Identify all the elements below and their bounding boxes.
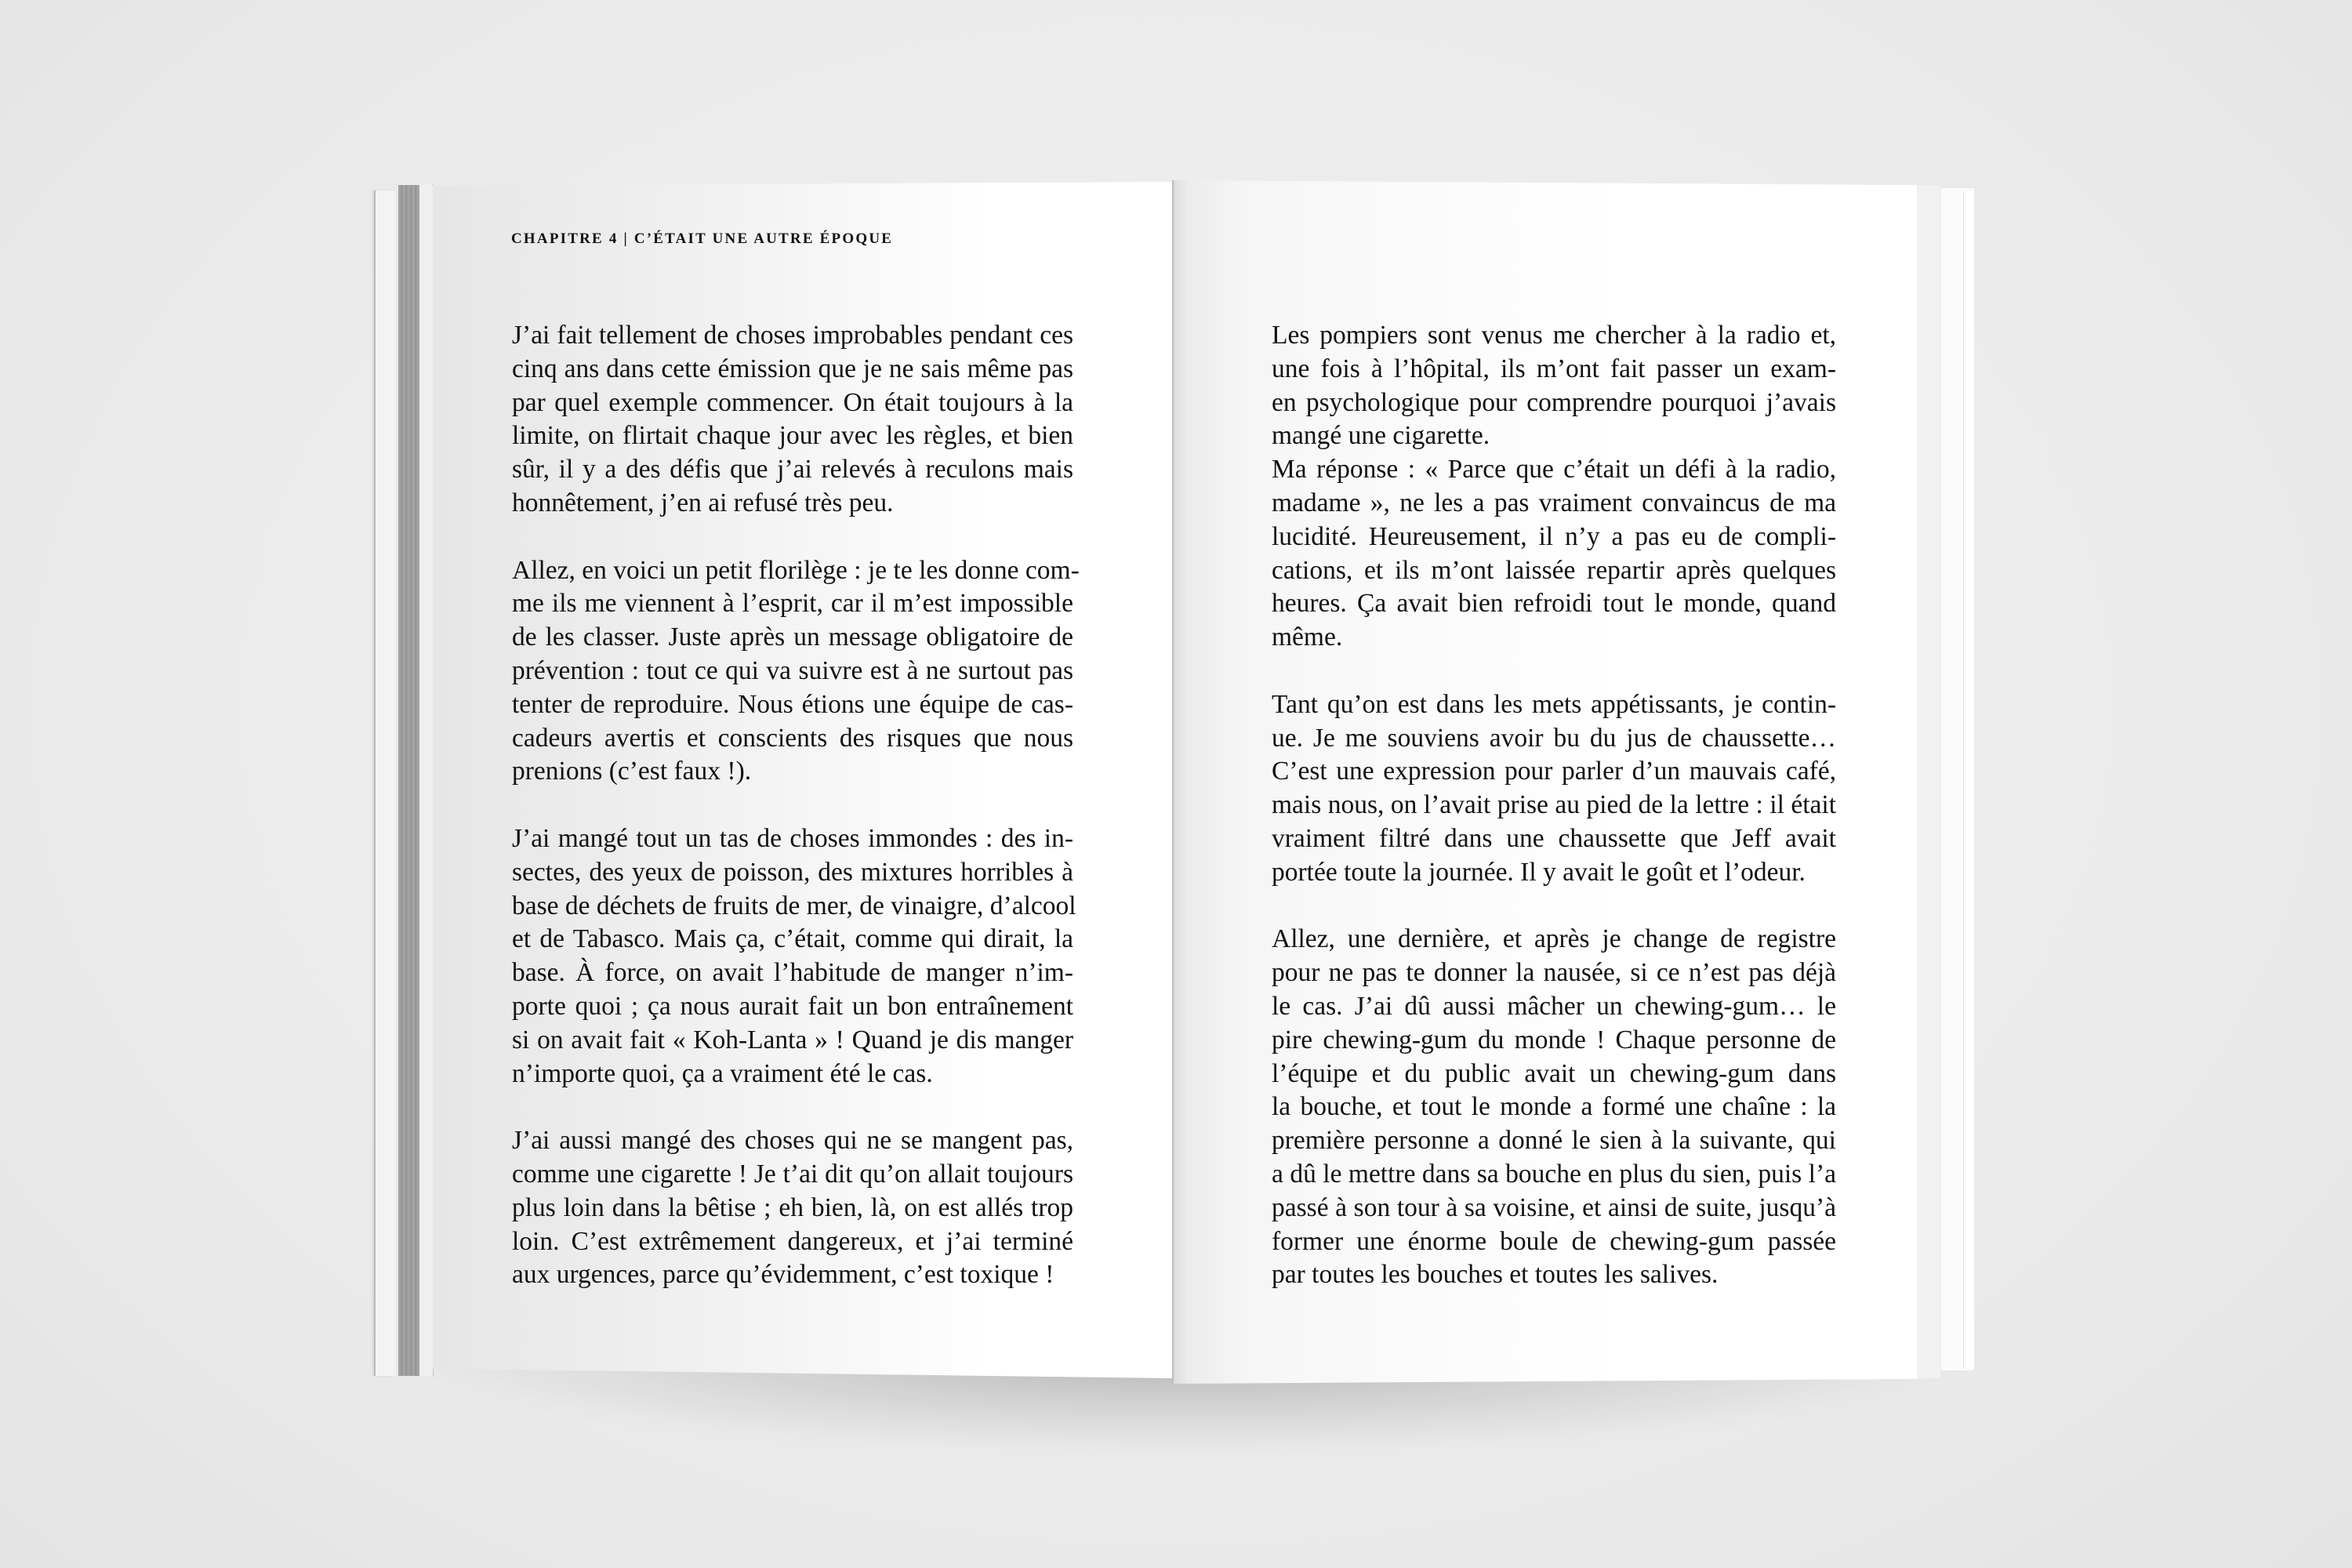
text-line: mais nous, on l’avait prise au pied de la lettre : il était bbox=[1272, 790, 1836, 820]
text-line: une fois à l’hôpital, ils m’ont fait passer un exam- bbox=[1272, 354, 1836, 383]
running-head: CHAPITRE 4 | C’ÉTAIT UNE AUTRE ÉPOQUE bbox=[511, 230, 894, 247]
right-page-text bbox=[1272, 319, 1836, 1292]
text-line: même. bbox=[1272, 622, 1343, 652]
text-line: mangé une cigarette. bbox=[1272, 421, 1490, 451]
text-line: pire chewing-gum du monde ! Chaque personne de bbox=[1272, 1025, 1836, 1054]
text-line: cadeurs avertis et conscients des risques que nous bbox=[512, 723, 1073, 753]
text-line: former une énorme boule de chewing-gum passée bbox=[1272, 1226, 1836, 1256]
text-line: prévention : tout ce qui va suivre est à ne surtout pas bbox=[512, 655, 1073, 685]
text-line: et de Tabasco. Mais ça, c’était, comme qui dirait, la bbox=[512, 924, 1073, 954]
paragraph bbox=[512, 822, 1076, 1091]
text-line: vraiment filtré dans une chaussette que Jeff avait bbox=[1272, 823, 1836, 853]
left-page-edge bbox=[419, 183, 434, 1377]
paragraph bbox=[1272, 453, 1836, 655]
text-line: de les classer. Juste après un message obligatoire de bbox=[512, 622, 1073, 652]
text-line: limite, on flirtait chaque jour avec les règles, et bien bbox=[512, 421, 1073, 451]
text-line: prenions (c’est faux !). bbox=[512, 757, 752, 786]
right-cover-outer-edge bbox=[1963, 191, 1974, 1369]
text-line: J’ai fait tellement de choses improbables pendant ces bbox=[512, 321, 1073, 350]
text-line: portée toute la journée. Il y avait le goût et l’odeur. bbox=[1272, 857, 1806, 887]
text-line: tenter de reproduire. Nous étions une équipe de cas- bbox=[512, 689, 1073, 719]
text-line: pour ne pas te donner la nausée, si ce n’est pas déjà bbox=[1272, 958, 1836, 988]
text-line: base. À force, on avait l’habitude de manger n’im- bbox=[512, 958, 1073, 988]
text-line: base de déchets de fruits de mer, de vinaigre, d’alcool bbox=[512, 891, 1076, 920]
text-line: Ma réponse : « Parce que c’était un défi à la radio, bbox=[1272, 455, 1836, 485]
paragraph bbox=[1272, 688, 1836, 890]
text-line: me ils me viennent à l’esprit, car il m’est impossible bbox=[512, 589, 1073, 619]
text-line: en psychologique pour comprendre pourquoi j’avais bbox=[1272, 387, 1836, 417]
text-line: plus loin dans la bêtise ; eh bien, là, on est allés trop bbox=[512, 1192, 1073, 1222]
paragraph bbox=[512, 1124, 1073, 1292]
text-line: passé à son tour à sa voisine, et ainsi de suite, jusqu’à bbox=[1272, 1192, 1836, 1222]
text-line: par quel exemple commencer. On était toujours à la bbox=[512, 387, 1073, 417]
text-line: cations, et ils m’ont laissée repartir après quelques bbox=[1272, 555, 1836, 585]
paragraph bbox=[1272, 319, 1836, 453]
text-line: sectes, des yeux de poisson, des mixtures horribles à bbox=[512, 857, 1073, 887]
left-cover-edge bbox=[374, 191, 396, 1376]
text-line: par toutes les bouches et toutes les salives. bbox=[1272, 1260, 1719, 1290]
text-line: sûr, il y a des défis que j’ai relevés à reculons mais bbox=[512, 455, 1073, 485]
text-line: porte quoi ; ça nous aurait fait un bon entraînement bbox=[512, 991, 1073, 1021]
left-page-stack-edge bbox=[396, 185, 421, 1376]
text-line: Les pompiers sont venus me chercher à la radio et, bbox=[1272, 321, 1836, 350]
text-line: J’ai aussi mangé des choses qui ne se mangent pas, bbox=[512, 1126, 1073, 1156]
right-page-stack-edge bbox=[1915, 185, 1940, 1378]
paragraph bbox=[512, 554, 1080, 789]
text-line: la bouche, et tout le monde a formé une chaîne : la bbox=[1272, 1092, 1836, 1122]
text-line: a dû le mettre dans sa bouche en plus du sien, puis l’a bbox=[1272, 1159, 1836, 1189]
text-line: le cas. J’ai dû aussi mâcher un chewing-gum… le bbox=[1272, 991, 1836, 1021]
text-line: ue. Je me souviens avoir bu du jus de chaussette… bbox=[1272, 723, 1836, 753]
text-line: Tant qu’on est dans les mets appétissants, je contin- bbox=[1272, 689, 1836, 719]
text-line: première personne a donné le sien à la suivante, qui bbox=[1272, 1126, 1836, 1156]
paragraph bbox=[1272, 923, 1836, 1292]
left-page-text bbox=[512, 319, 1080, 1292]
text-line: cinq ans dans cette émission que je ne sais même pas bbox=[512, 354, 1073, 383]
text-line: aux urgences, parce qu’évidemment, c’est toxique ! bbox=[512, 1260, 1054, 1290]
text-line: Allez, une dernière, et après je change de registre bbox=[1272, 924, 1836, 954]
text-line: l’équipe et du public avait un chewing-gum dans bbox=[1272, 1058, 1836, 1088]
text-line: C’est une expression pour parler d’un mauvais café, bbox=[1272, 757, 1836, 786]
text-line: si on avait fait « Koh-Lanta » ! Quand je dis manger bbox=[512, 1025, 1073, 1054]
text-line: n’importe quoi, ça a vraiment été le cas. bbox=[512, 1058, 933, 1088]
text-line: heures. Ça avait bien refroidi tout le monde, quand bbox=[1272, 589, 1836, 619]
text-line: J’ai mangé tout un tas de choses immondes : des in- bbox=[512, 823, 1073, 853]
text-line: lucidité. Heureusement, il n’y a pas eu de compli- bbox=[1272, 521, 1836, 551]
text-line: honnêtement, j’en ai refusé très peu. bbox=[512, 488, 894, 517]
text-line: comme une cigarette ! Je t’ai dit qu’on allait toujours bbox=[512, 1159, 1073, 1189]
text-line: Allez, en voici un petit florilège : je te les donne com- bbox=[512, 555, 1080, 585]
text-line: madame », ne les a pas vraiment convaincus de ma bbox=[1272, 488, 1836, 517]
paragraph bbox=[512, 319, 1073, 521]
text-line: loin. C’est extrêmement dangereux, et j’ai terminé bbox=[512, 1226, 1073, 1256]
